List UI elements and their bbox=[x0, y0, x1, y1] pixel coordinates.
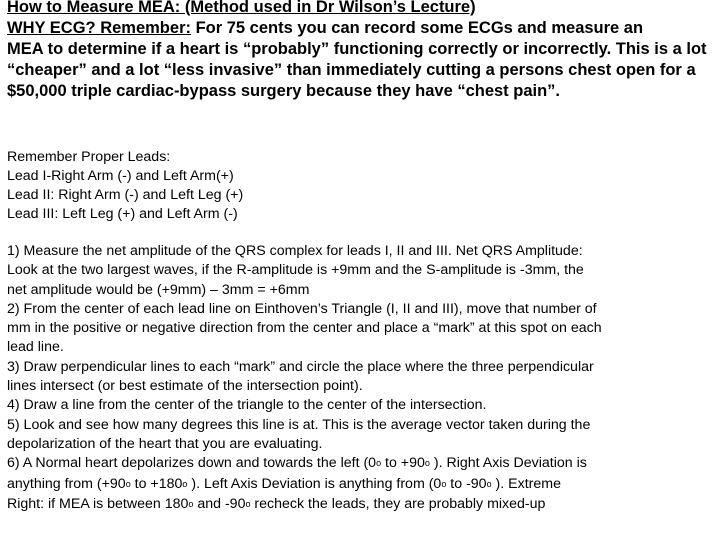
step-line: lead line. bbox=[7, 339, 64, 356]
document-title: How to Measure MEA: (Method used in Dr Wilson’s Lecture) bbox=[7, 0, 476, 16]
intro-line-3: “cheaper” and a lot “less invasive” than immediately cutting a persons chest open for a bbox=[7, 61, 696, 79]
steps-section bbox=[7, 242, 719, 515]
degree-mark: o bbox=[424, 458, 430, 469]
intro-line-1 bbox=[7, 18, 719, 39]
step-6-line-2: anything from ($+90^o$ to $+180^o$ ). Left Axis Deviation is anything from (0$^o$ to -90$^o$ ). Extreme bbox=[7, 475, 561, 492]
step-line: Look at the two largest waves, if the R-amplitude is +9mm and the S-amplitude is -3mm, the bbox=[7, 262, 584, 279]
intro-line-4: $50,000 triple cardiac-bypass surgery because they have “chest pain”. bbox=[7, 82, 561, 100]
degree-mark: o bbox=[245, 498, 251, 509]
degree-mark: o bbox=[376, 458, 382, 469]
step-line: lines intersect (or best estimate of the intersection point). bbox=[7, 378, 363, 395]
step-line: 4) Draw a line from the center of the triangle to the center of the intersection. bbox=[7, 397, 487, 414]
intro-text-1: For 75 cents you can record some ECGs and measure an bbox=[190, 19, 644, 37]
step-line: 2) From the center of each lead line on Einthoven’s Triangle (I, II and III), move that number of bbox=[7, 300, 597, 317]
degree-mark: o bbox=[441, 478, 447, 489]
leads-section bbox=[7, 148, 243, 224]
step-line: 5) Look and see how many degrees this line is at. This is the average vector taken during the bbox=[7, 416, 591, 433]
step-line: 1) Measure the net amplitude of the QRS complex for leads I, II and III. Net QRS Amplitude: bbox=[7, 243, 583, 259]
step-line: net amplitude would be (+9mm) – 3mm = +6mm bbox=[7, 281, 310, 298]
step-6-line-1: 6) A Normal heart depolarizes down and towards the left (0$^o$ to $+90^o$ ). Right Axis Deviation is bbox=[7, 455, 587, 472]
lead-i: Lead I-Right Arm (-) and Left Arm(+) bbox=[7, 168, 234, 184]
degree-mark: o bbox=[188, 498, 194, 509]
intro-line-2: MEA to determine if a heart is “probably” functioning correctly or incorrectly. This is a lot bbox=[7, 40, 707, 58]
degree-mark: o bbox=[125, 478, 131, 489]
step-line: 3) Draw perpendicular lines to each “mark” and circle the place where the three perpendicular bbox=[7, 358, 594, 375]
step-line: depolarization of the heart that you are evaluating. bbox=[7, 435, 323, 452]
why-ecg-label: WHY ECG? Remember: bbox=[7, 19, 191, 37]
leads-heading: Remember Proper Leads: bbox=[7, 149, 171, 165]
lead-ii: Lead II: Right Arm (-) and Left Leg (+) bbox=[7, 187, 244, 203]
degree-mark: o bbox=[182, 478, 188, 489]
step-line: mm in the positive or negative direction from the center and place a “mark” at this spot on each bbox=[7, 320, 602, 337]
step-6-line-3: Right: if MEA is between 180$^o$ and -90$^o$ recheck the leads, they are probably mixed-up bbox=[7, 495, 546, 512]
lead-iii: Lead III: Left Leg (+) and Left Arm (-) bbox=[7, 206, 238, 222]
intro-section bbox=[7, 0, 719, 102]
degree-mark: o bbox=[486, 478, 492, 489]
